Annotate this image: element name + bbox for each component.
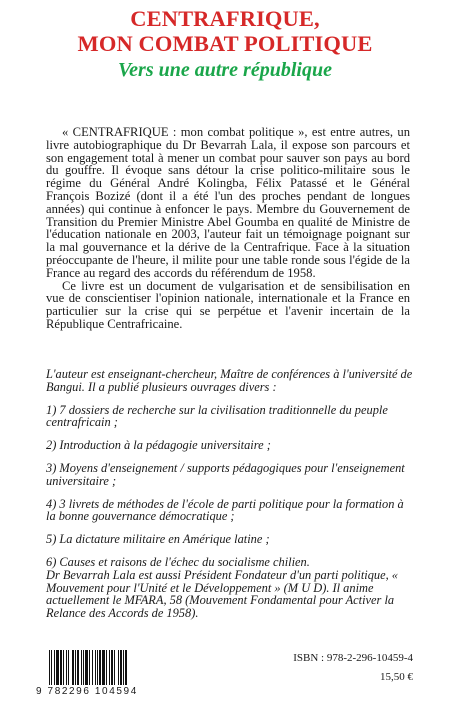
work-item-1: 1) 7 dossiers de recherche sur la civilisation traditionnelle du peuple centrafricain ;: [46, 402, 388, 430]
summary-paragraph-1: « CENTRAFRIQUE : mon combat politique », est entre autres, un livre autobiographique du Dr Bevarrah Lala, il expose son parcours et son engagement total à mener un combat pour sauver son pays au bord du gouffre. Il évoque sans détour la crise politico-militaire sous le régime du Général André Kolingba, Félix Patassé et le Général François Bozizé (dont il a été l'un des proches pendant de longues années) qui continue à enfoncer le pays. Membre du Gouvernement de Transition du Premier Ministre Abel Goumba en qualité de Ministre de l'éducation nationale en 2003, l'auteur fait un témoignage poignant sur la mal gouvernance et la dérive de la Centrafrique. Face à la situation préoccupante de l'heure, il milite pour une table ronde sous l'égide de la France au regard des accords du référendum de 1958.: [46, 125, 410, 280]
barcode-bars: [47, 650, 171, 690]
author-bio: [46, 368, 414, 620]
barcode-number: 9 782296 104594: [36, 685, 176, 698]
work-item-5: 5) La dictature militaire en Amérique latine ;: [46, 532, 270, 547]
title-line-2: MON COMBAT POLITIQUE: [77, 31, 373, 56]
book-title: [0, 6, 450, 56]
price: 15,50 €: [380, 671, 413, 683]
isbn: ISBN : 978-2-296-10459-4: [293, 652, 413, 664]
work-item-6: 6) Causes et raisons de l'échec du socialisme chilien.: [46, 554, 310, 569]
book-subtitle: Vers une autre république: [118, 59, 332, 81]
work-item-4: 4) 3 livrets de méthodes de l'école de parti politique pour la formation à la bonne gouvernance démocratique ;: [46, 496, 404, 524]
bio-closing: Dr Bevarrah Lala est aussi Président Fondateur d'un parti politique, « Mouvement pour l'Unité et le Développement » (M U D). Il anime actuellement le MFARA, 58 (Mouvement Fondamental pour Activer la Relance des Accords de 1958).: [46, 567, 398, 621]
work-item-2: 2) Introduction à la pédagogie universitaire ;: [46, 438, 271, 453]
bio-intro: L'auteur est enseignant-chercheur, Maître de conférences à l'université de Bangui. Il a publié plusieurs ouvrages divers :: [46, 367, 413, 394]
title-line-1: CENTRAFRIQUE,: [130, 6, 320, 31]
work-item-3: 3) Moyens d'enseignement / supports pédagogiques pour l'enseignement universitaire ;: [46, 460, 405, 488]
summary-paragraph-2: Ce livre est un document de vulgarisation et de sensibilisation en vue de conscientiser l'opinion nationale, internationale et la France en particulier sur la crise qui se perpétue et l'avenir incertain de la République Centrafricaine.: [46, 278, 410, 331]
summary-text: [46, 126, 410, 331]
